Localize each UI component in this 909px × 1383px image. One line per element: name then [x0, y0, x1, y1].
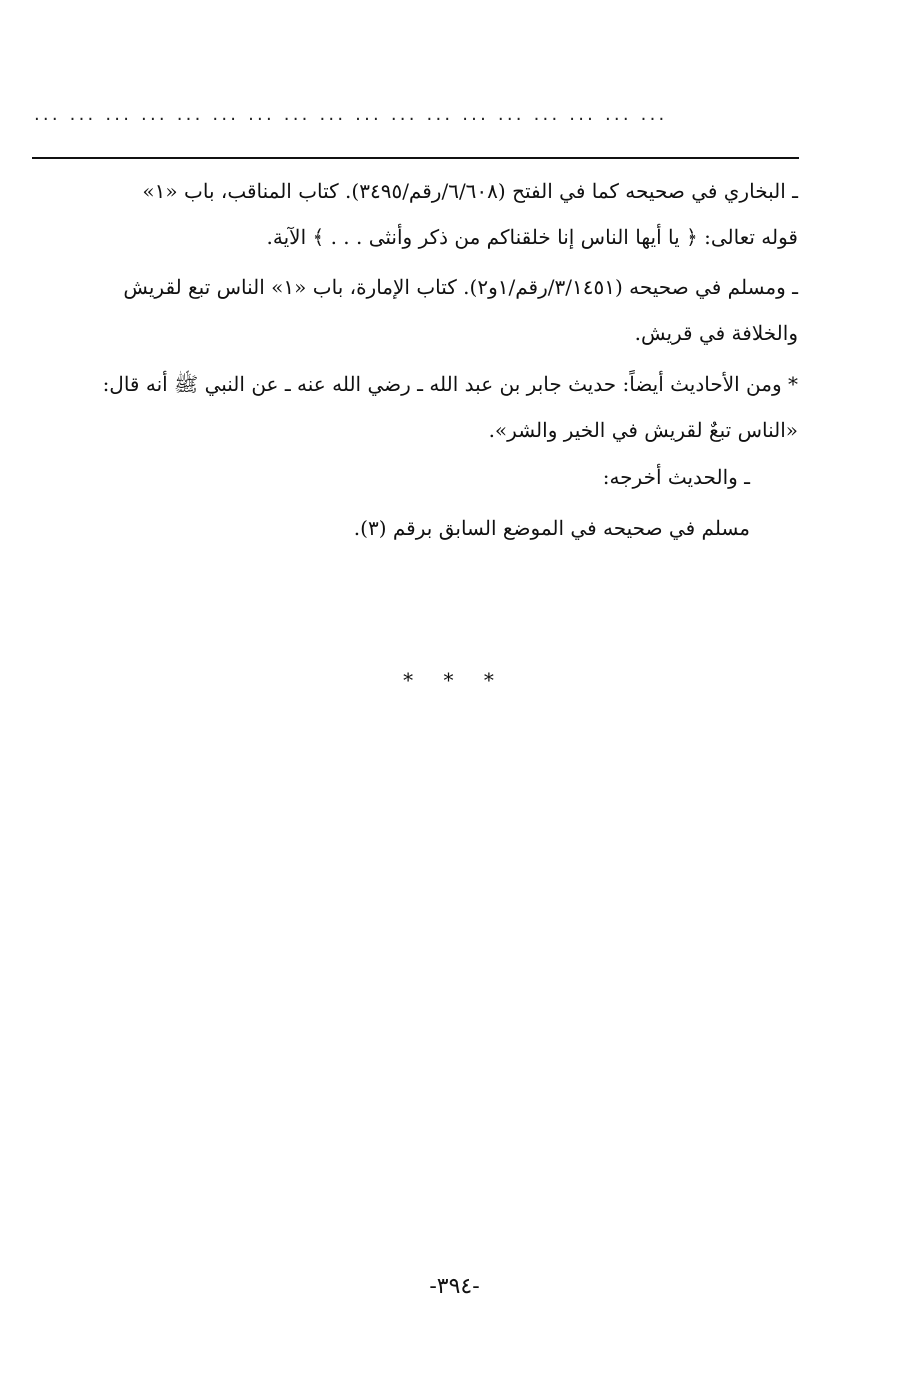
paragraph-line: قوله تعالى: ﴿ يا أيها الناس إنا خلقناكم من ذكر وأنثى . . . ﴾ الآية. [266, 225, 798, 249]
section-separator: * * * [403, 668, 506, 692]
paragraph-takhrij-heading [28, 454, 750, 500]
paragraph-line: ـ البخاري في صحيحه كما في الفتح (٦/٦٠٨/رقم/٣٤٩٥). كتاب المناقب، باب «١» [142, 179, 798, 203]
paragraph-line: ـ والحديث أخرجه: [602, 465, 750, 489]
page-number: -٣٩٤- [429, 1274, 480, 1299]
dotted-line: ... ... ... ... ... ... ... ... ... ... ... ... ... ... ... ... ... ... [34, 104, 668, 125]
header-rule [32, 157, 799, 159]
paragraph-line: * ومن الأحاديث أيضاً: حديث جابر بن عبد الله ـ رضي الله عنه ـ عن النبي ﷺ أنه قال: [102, 372, 798, 396]
paragraph-line: مسلم في صحيحه في الموضع السابق برقم (٣). [353, 516, 750, 540]
paragraph-muslim [28, 264, 798, 356]
paragraph-line: «الناس تبعٌ لقريش في الخير والشر». [488, 418, 798, 442]
paragraph-line: ـ ومسلم في صحيحه (٣/١٤٥١/رقم/١و٢). كتاب الإمارة، باب «١» الناس تبع لقريش [123, 275, 798, 299]
paragraph-bukhari [28, 168, 798, 260]
paragraph-line: والخلافة في قريش. [634, 321, 798, 345]
paragraph-muslim-ref [28, 505, 750, 551]
paragraph-jabir-hadith [28, 361, 798, 453]
